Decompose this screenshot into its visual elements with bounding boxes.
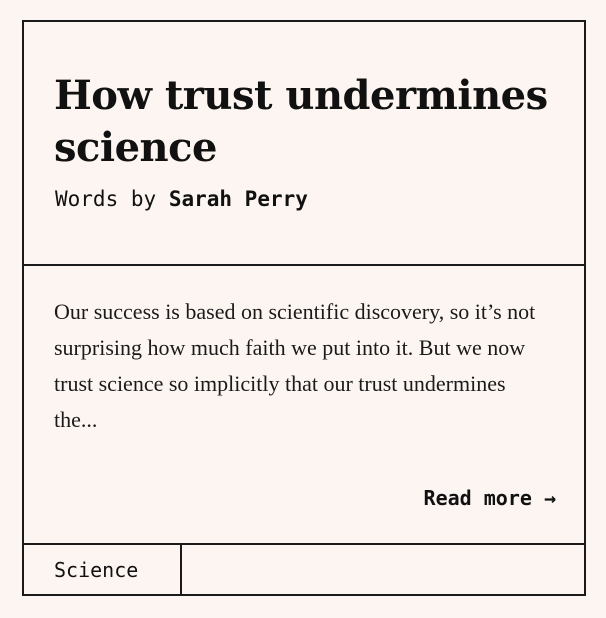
card-footer (24, 543, 584, 596)
article-card (22, 20, 586, 596)
card-header (24, 22, 584, 266)
read-more-link[interactable]: Read more → (423, 486, 556, 510)
article-title: How trust undermines science (54, 72, 548, 171)
byline-prefix: Words by (55, 187, 157, 211)
byline (55, 185, 308, 213)
article-excerpt: Our success is based on scientific discovery, so it’s not surprising how much faith we put into it. But we now trust science so implicitly that our trust undermines the... (54, 299, 536, 432)
category-tag[interactable]: Science (24, 545, 182, 596)
card-body (24, 266, 584, 544)
author-name[interactable]: Sarah Perry (168, 187, 308, 211)
